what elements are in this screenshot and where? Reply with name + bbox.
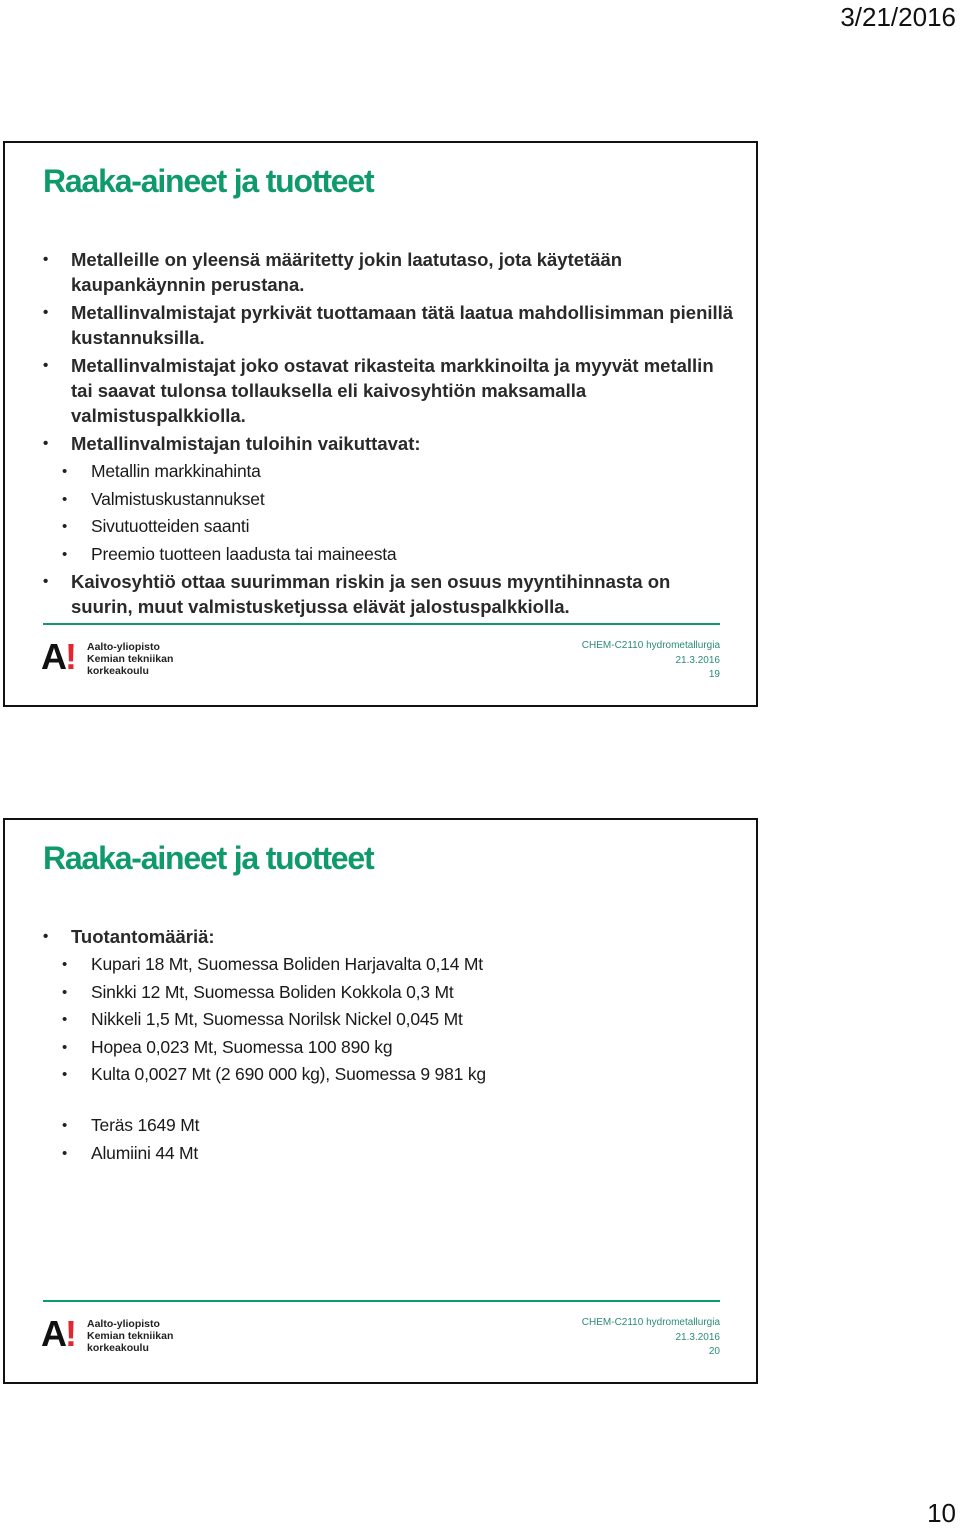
logo-line: Kemian tekniikan xyxy=(87,1330,174,1342)
bullet-item: • Metalleille on yleensä määritetty jokin laatutaso, jota käytetään kaupankäynnin perustana. xyxy=(5,247,756,297)
aalto-logo-icon: A! xyxy=(41,1313,75,1354)
logo-line: Kemian tekniikan xyxy=(87,653,174,665)
logo-line: Aalto-yliopisto xyxy=(87,641,160,653)
slide-footer-info xyxy=(582,1316,720,1360)
bullet-list xyxy=(5,247,756,622)
sub-bullet-item: • Alumiini 44 Mt xyxy=(5,1141,756,1166)
logo-text xyxy=(87,641,173,677)
bullet-item: • Metallinvalmistajat joko ostavat rikasteita markkinoilta ja myyvät metallin tai saavat tulonsa tollauksella eli kaivosyhtiön maksamalla valmistuspalkkiolla. xyxy=(5,353,756,428)
sub-bullet-item: • Preemio tuotteen laadusta tai maineesta xyxy=(5,542,756,567)
slide-number: 19 xyxy=(708,669,720,680)
bullet-list xyxy=(5,924,756,1168)
sub-bullet-item: • Hopea 0,023 Mt, Suomessa 100 890 kg xyxy=(5,1035,756,1060)
bullet-item: • Metallinvalmistajan tuloihin vaikuttavat: xyxy=(5,431,756,456)
sub-bullet-item: • Valmistuskustannukset xyxy=(5,487,756,512)
print-date: 3/21/2016 xyxy=(840,2,956,32)
slide-date: 21.3.2016 xyxy=(675,1331,720,1343)
logo-line: korkeakoulu xyxy=(87,1342,149,1354)
bullet-item: • Kaivosyhtiö ottaa suurimman riskin ja sen osuus myyntihinnasta on suurin, muut valmistusketjussa elävät jalostuspalkkiolla. xyxy=(5,569,756,619)
footer-divider xyxy=(43,1300,720,1302)
slide-footer-info xyxy=(582,639,720,683)
sub-bullet-item: • Kupari 18 Mt, Suomessa Boliden Harjavalta 0,14 Mt xyxy=(5,952,756,977)
aalto-logo xyxy=(41,1313,181,1356)
footer-divider xyxy=(43,623,720,625)
sub-bullet-item: • Nikkeli 1,5 Mt, Suomessa Norilsk Nickel 0,045 Mt xyxy=(5,1007,756,1032)
course-code: CHEM-C2110 hydrometallurgia xyxy=(581,640,720,651)
slide-title: Raaka-aineet ja tuotteet xyxy=(43,163,374,199)
bullet-item: • Metallinvalmistajat pyrkivät tuottamaan tätä laatua mahdollisimman pienillä kustannuksilla. xyxy=(5,300,756,350)
aalto-logo xyxy=(41,636,181,679)
sub-bullet-item: • Kulta 0,0027 Mt (2 690 000 kg), Suomessa 9 981 kg xyxy=(5,1062,756,1087)
slide-date: 21.3.2016 xyxy=(675,654,720,666)
sub-bullet-item: • Sivutuotteiden saanti xyxy=(5,514,756,539)
logo-line: Aalto-yliopisto xyxy=(87,1318,160,1330)
logo-text xyxy=(87,1318,173,1354)
sub-bullet-item: • Teräs 1649 Mt xyxy=(5,1113,756,1138)
aalto-logo-icon: A! xyxy=(41,636,75,677)
page-number: 10 xyxy=(927,1498,956,1528)
sub-bullet-item: • Sinkki 12 Mt, Suomessa Boliden Kokkola 0,3 Mt xyxy=(5,980,756,1005)
slide-number: 20 xyxy=(708,1346,720,1357)
logo-line: korkeakoulu xyxy=(87,665,149,677)
course-code: CHEM-C2110 hydrometallurgia xyxy=(581,1317,720,1328)
slide-19 xyxy=(3,141,758,707)
bullet-item: • Tuotantomääriä: xyxy=(5,924,756,949)
slide-20 xyxy=(3,818,758,1384)
slide-title: Raaka-aineet ja tuotteet xyxy=(43,840,374,876)
sub-bullet-item: • Metallin markkinahinta xyxy=(5,459,756,484)
